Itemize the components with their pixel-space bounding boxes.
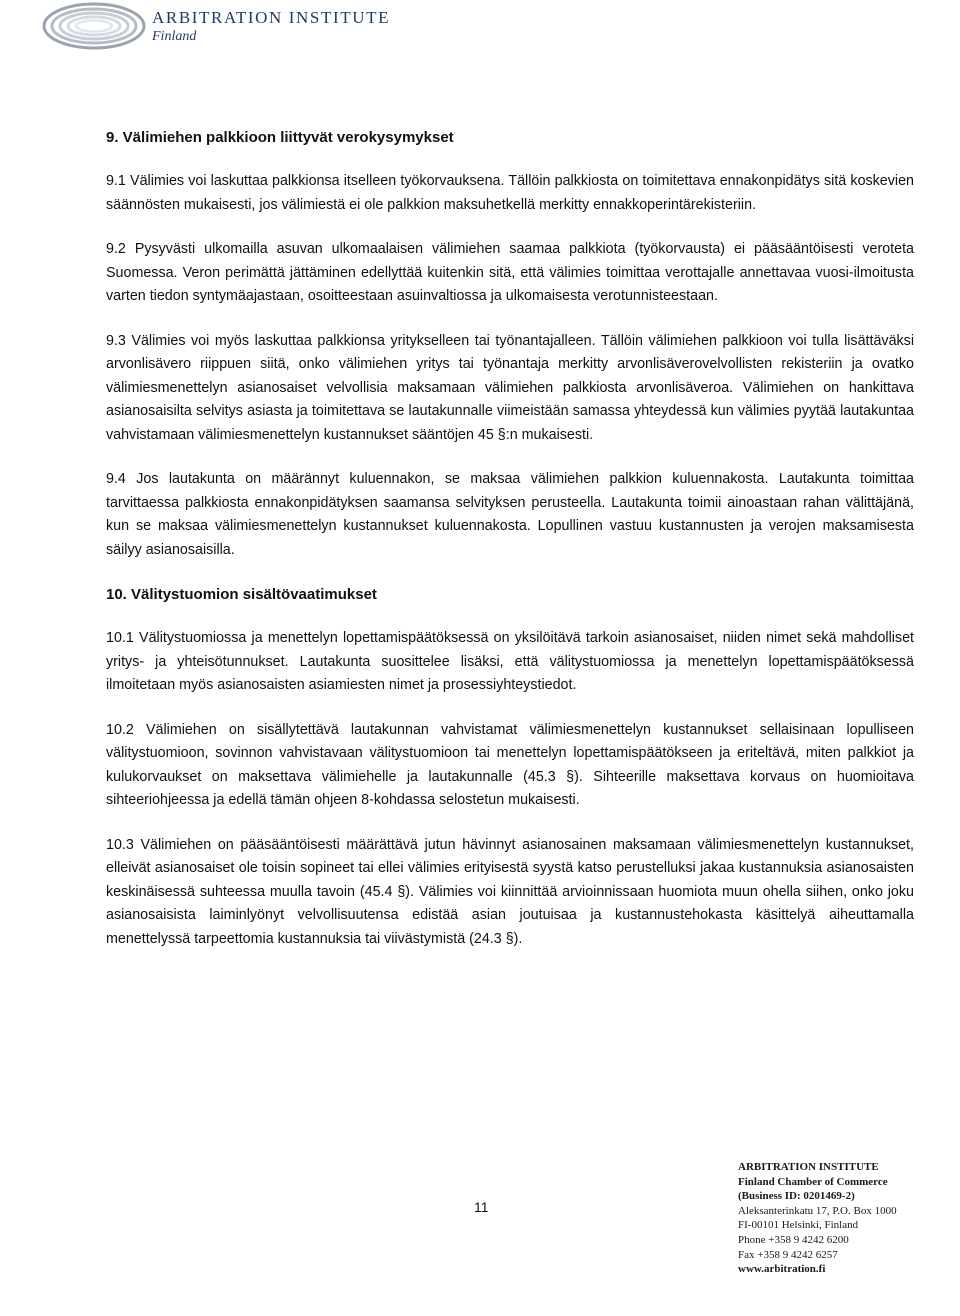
section-9-heading: 9. Välimiehen palkkioon liittyvät verokysymykset [106, 129, 454, 146]
footer-chamber: Finland Chamber of Commerce [738, 1175, 888, 1188]
footer-website-link[interactable]: www.arbitration.fi [738, 1263, 826, 1276]
document-body [106, 126, 914, 972]
paragraph-9-3: 9.3 Välimies voi myös laskuttaa palkkionsa yritykselleen tai työnantajalleen. Tällöin välimiehen palkkioon voi tulla lisättäväksi arvonlisävero riippuen siitä, onko välimiehen yritys tai työnantaja merkitty arvonlisäverovelvollisten rekisteriin ja ovatko välimiesmenettelyn asianosaiset velvollisia maksamaan välimiehen palkkiosta arvonlisäveroa. Välimiehen on hankittava asianosaisilta selvitys asiasta ja toimitettava se lautakunnalle viimeistään samassa yhteydessä kun välimies pyytää lautakuntaa vahvistamaan välimiesmenettelyn kustannukset sääntöjen 45 §:n mukaisesti. [106, 332, 914, 443]
org-country: Finland [152, 29, 197, 44]
page-number: 11 [474, 1199, 489, 1215]
footer-fax: Fax +358 9 4242 6257 [738, 1248, 838, 1261]
institute-logo-text [152, 8, 390, 45]
section-10-heading: 10. Välitystuomion sisältövaatimukset [106, 586, 377, 603]
paragraph-9-4: 9.4 Jos lautakunta on määrännyt kuluennakon, se maksaa välimiehen palkkion kuluennakosta. Lautakunta toimittaa tarvittaessa palkkiosta ennakonpidätyksen saamansa selvityksen perusteella. Lautakunta toimii ainoastaan rahan välittäjänä, kun se maksaa välimiesmenettelyn kustannukset kuluennakosta. Lopullinen vastuu kustannusten ja verojen maksamisesta säilyy asianosaisilla. [106, 471, 914, 558]
institute-logo-icon [42, 0, 146, 56]
footer-org-name: ARBITRATION INSTITUTE [738, 1161, 879, 1173]
paragraph-9-1: 9.1 Välimies voi laskuttaa palkkionsa itselleen työkorvauksena. Tällöin palkkiosta on toimitettava ennakonpidätys sitä koskevien säännösten mukaisesti, jos välimiestä ei ole palkkion maksuhetkellä merkitty ennakkoperintärekisteriin. [106, 173, 914, 213]
footer-city: FI-00101 Helsinki, Finland [738, 1219, 859, 1232]
org-name: ARBITRATION INSTITUTE [152, 8, 391, 27]
paragraph-10-2: 10.2 Välimiehen on sisällytettävä lautakunnan vahvistamat välimiesmenettelyn kustannukset sellaisinaan lopulliseen välitystuomioon, sovinnon vahvistavaan välitystuomioon tai menettelyn lopettamispäätökseen ja eriteltävä, miten palkkiot ja kulukorvaukset on maksettava välimiehelle ja lautakunnalle (45.3 §). Sihteerille maksettava korvaus on huomioitava sihteeriohjeessa ja edellä tämän ohjeen 8-kohdassa selostetun mukaisesti. [106, 721, 914, 808]
paragraph-9-2: 9.2 Pysyvästi ulkomailla asuvan ulkomaalaisen välimiehen saamaa palkkiota (työkorvausta) ei pääsääntöisesti veroteta Suomessa. Veron perimättä jättäminen edellyttää kuitenkin sitä, että välimies toimittaa verottajalle annettavaa vuosi-ilmoitusta varten tiedon syntymäajastaan, osoitteestaan asuinvaltiossa ja ulkomaisesta verotunnisteestaan. [106, 241, 914, 304]
footer-phone: Phone +358 9 4242 6200 [738, 1233, 849, 1246]
paragraph-10-3: 10.3 Välimiehen on pääsääntöisesti määrättävä jutun hävinnyt asianosainen maksamaan välimiesmenettelyn kustannukset, elleivät asianosaiset ole toisin sopineet tai ellei välimies erityisestä syystä katso perustelluksi jakaa kustannuksia asianosaisten keskinäisessä suhteessa muulla tavoin (45.4 §). Välimies voi kiinnittää arvioinnissaan huomiota muun ohella siihen, onko joku asianosaisista laiminlyönyt velvollisuutensa edistää asian joutuisaa ja kustannustehokasta käsittelyä aiheuttamalla menettelyssä tarpeettomia kustannuksia tai viivästymistä (24.3 §). [106, 836, 914, 947]
paragraph-10-1: 10.1 Välitystuomiossa ja menettelyn lopettamispäätöksessä on yksilöitävä tarkoin asianosaiset, niiden nimet sekä mahdolliset yritys- ja yhteisötunnukset. Lautakunta suosittelee lisäksi, että välitystuomiossa ja menettelyn lopettamispäätöksessä ilmoitetaan myös asianosaisten asiamiesten nimet ja prosessiyhteystiedot. [106, 630, 914, 693]
page-header [40, 0, 460, 60]
footer-business-id: (Business ID: 0201469-2) [738, 1190, 855, 1203]
footer-address: Aleksanterinkatu 17, P.O. Box 1000 [738, 1204, 897, 1217]
contact-footer [738, 1160, 897, 1277]
